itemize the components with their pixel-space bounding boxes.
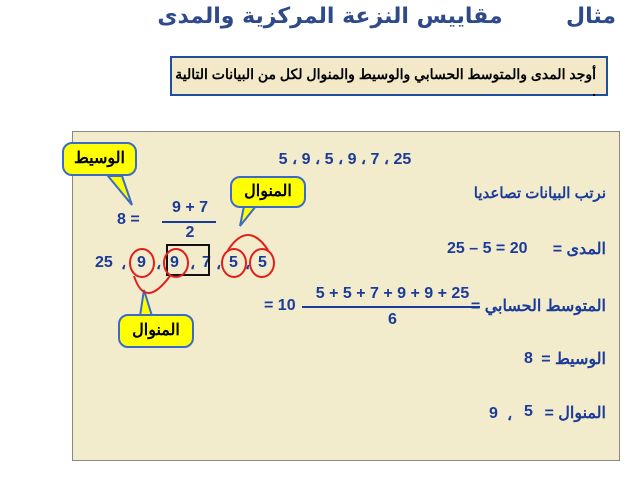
data-values: 25 ، 7 ، 9 ، 5 ، 9 ، 5 xyxy=(278,151,412,168)
sorted-value-7: 7 xyxy=(202,254,211,271)
sorted-sep: ، xyxy=(216,256,222,273)
median-callout: الوسيط xyxy=(62,142,137,176)
mode-callout-top: المنوال xyxy=(230,176,306,208)
mode-value-5: 5 xyxy=(524,403,533,420)
sorted-sep: ، xyxy=(121,256,127,273)
mode-arc-9 xyxy=(134,276,170,293)
median-denominator: 2 xyxy=(185,224,195,241)
sorted-value-25: 25 xyxy=(95,254,113,271)
mode-bottom-callout-tail xyxy=(140,290,152,316)
instruction-text: أوجد المدى والمتوسط الحسابي والوسيط والمنوال لكل من البيانات التالية . xyxy=(175,66,596,99)
mode-label: المنوال = xyxy=(544,405,606,422)
sorted-value-9b: 9 xyxy=(137,254,146,271)
mode-sep: ، xyxy=(507,407,513,424)
median-value: 8 xyxy=(524,350,533,367)
example-label: مثال xyxy=(566,4,616,29)
sorted-value-5b: 5 xyxy=(229,254,238,271)
sorted-sep: ، xyxy=(245,256,251,273)
mode-circle-5a xyxy=(250,249,274,277)
sort-label: نرتب البيانات تصاعديا xyxy=(473,185,606,202)
mean-result: = 10 xyxy=(264,297,296,314)
range-label: المدى = xyxy=(552,241,606,258)
median-numerator: 9 + 7 xyxy=(171,199,209,216)
mode-arc-5 xyxy=(228,235,268,250)
sorted-value-9a: 9 xyxy=(170,254,179,271)
sorted-sep: ، xyxy=(156,256,162,273)
mean-numerator: 5 + 5 + 7 + 9 + 9 + 25 xyxy=(315,285,470,302)
mean-label: المتوسط الحسابي = xyxy=(470,298,606,315)
mode-circle-9b xyxy=(130,249,154,277)
median-fraction-result: 8 = xyxy=(117,211,140,228)
mode-callout-bottom: المنوال xyxy=(118,314,194,348)
median-label: الوسيط = xyxy=(541,351,606,368)
mean-denominator: 6 xyxy=(388,311,397,328)
range-expression: 25 – 5 = 20 xyxy=(447,240,528,257)
median-callout-tail xyxy=(108,176,132,205)
mode-circle-5b xyxy=(222,249,246,277)
mode-value-9: 9 xyxy=(489,405,498,422)
sorted-sep: ، xyxy=(190,256,196,273)
page-title: مقاييس النزعة المركزية والمدى xyxy=(157,4,503,29)
mode-top-callout-tail xyxy=(240,206,256,226)
sorted-value-5a: 5 xyxy=(258,254,267,271)
